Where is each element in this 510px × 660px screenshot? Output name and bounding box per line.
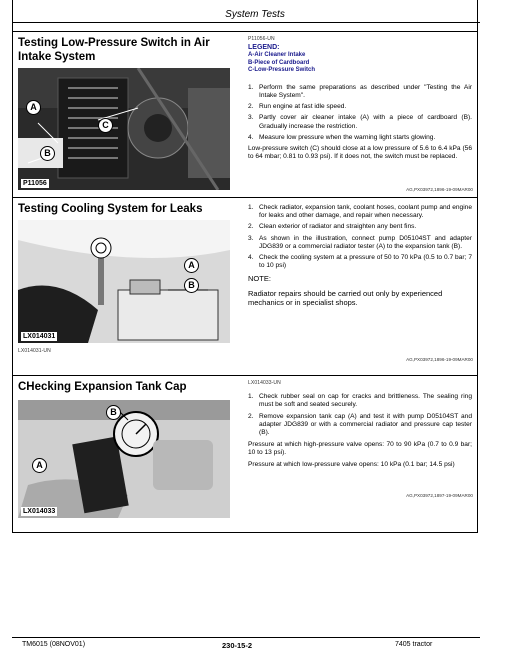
photo-ref: P11056-UN [248, 36, 275, 42]
callout-a: A [26, 100, 41, 115]
engine-photo-illustration [18, 68, 230, 190]
pressure-paragraph: Pressure at which low-pressure valve opens: 10 kPa (0.1 bar; 14.5 psi) [248, 460, 455, 468]
step-item: 3. Partly cover air cleaner intake (A) with a piece of cardboard (B). Gradually increase the restriction. [248, 114, 472, 130]
section-cooling-leaks [13, 197, 477, 364]
result-paragraph: Low-pressure switch (C) should close at a low pressure of 5.6 to 6.4 kPa (56 to 64 mbar; 0.81 to 0.93 psi). If it does not, the switch must be replaced. [248, 144, 472, 161]
photo-expansion-tank-cap [18, 400, 230, 518]
callout-c: C [98, 118, 113, 133]
step-item: 2. Clean exterior of radiator and straighten any bent fins. [248, 223, 417, 231]
steps-list [248, 204, 472, 270]
doc-ref: AG,PX03972,1896-19-09MAR00 [406, 187, 473, 192]
legend-item: C-Low-Pressure Switch [248, 67, 316, 74]
page-title: System Tests [225, 9, 285, 20]
section-expansion-tank-cap [13, 375, 477, 533]
step-item: 3. As shown in the illustration, connect pump D05104ST and adapter JDG839 or a commercial radiator tester (A) to the expansion tank (B). [248, 234, 472, 250]
photo-id: P11056 [23, 180, 47, 187]
callout-a: A [184, 258, 199, 273]
photo-ref: LX014031-UN [18, 348, 51, 354]
pressure-cap-tester-illustration [18, 400, 230, 518]
photo-ref: LX014033-UN [248, 380, 281, 386]
callout-b: B [106, 405, 121, 420]
steps-list [248, 84, 472, 142]
section-body [248, 379, 472, 472]
step-item: 1. Check rubber seal on cap for cracks and brittleness. The sealing ring must be soft and seated securely. [248, 393, 472, 409]
photo-id: LX014031 [23, 333, 56, 340]
legend-item: A-Air Cleaner Intake [248, 52, 306, 59]
page-frame-right [477, 0, 478, 533]
section-body [248, 204, 472, 308]
note-heading: NOTE: [248, 274, 271, 284]
step-item: 1. Check radiator, expansion tank, coolant hoses, coolant pump and engine for leaks and other damage, and repair when necessary. [248, 204, 472, 220]
section-low-pressure-switch [13, 31, 477, 195]
step-item: 2. Remove expansion tank cap (A) and test it with pump D05104ST and adapter JDG839 or with a commercial radiator and pressure cap tester (B). [248, 412, 472, 437]
photo-cooling-system [18, 220, 230, 343]
callout-b: B [40, 146, 55, 161]
footer-page-number: 230-15-2 [222, 641, 253, 650]
section-title: CHecking Expansion Tank Cap [18, 381, 187, 393]
photo-low-pressure-switch [18, 68, 230, 190]
footer-model: 7405 tractor [395, 641, 433, 648]
photo-id: LX014033 [23, 508, 56, 515]
section-title: Testing Cooling System for Leaks [18, 203, 203, 215]
section-title: Testing Low-Pressure Switch in Air Intake System [18, 37, 210, 63]
doc-ref: AG,PX03972,1896-19-09MAR00 [406, 357, 473, 362]
step-item: 4. Check the cooling system at a pressure of 50 to 70 kPa (0.5 to 0.7 bar; 7 to 10 psi) [248, 254, 472, 270]
section-body [248, 35, 472, 164]
steps-list [248, 393, 472, 437]
pressure-paragraph: Pressure at which high-pressure valve opens: 70 to 90 kPa (0.7 to 0.9 bar; 10 to 13 psi). [248, 441, 472, 457]
legend-heading: LEGEND: [248, 44, 280, 52]
footer-manual-id: TM6015 (08NOV01) [22, 641, 86, 648]
legend-item: B-Piece of Cardboard [248, 59, 310, 66]
callout-a: A [32, 458, 47, 473]
step-item: 2. Run engine at fast idle speed. [248, 103, 347, 111]
step-item: 4. Measure low pressure when the warning light starts glowing. [248, 133, 436, 141]
title-rule [12, 22, 480, 23]
doc-ref: AG,PX03972,1897-19-09MAR00 [406, 493, 473, 498]
note-text: Radiator repairs should be carried out only by experienced mechanics or in specialist shops. [248, 288, 443, 308]
step-item: 1. Perform the same preparations as described under "Testing the Air Intake System". [248, 83, 472, 99]
callout-b: B [184, 278, 199, 293]
footer-rule [12, 637, 480, 638]
